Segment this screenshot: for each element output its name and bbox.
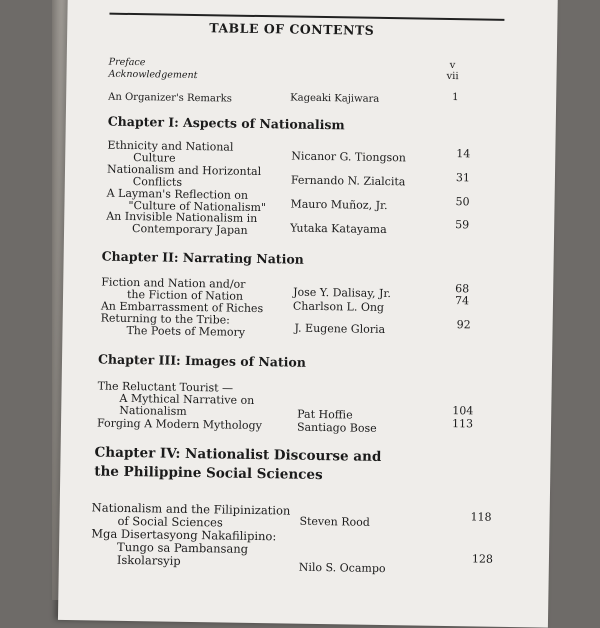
toc-entry-author: Mauro Muñoz, Jr. <box>290 197 388 213</box>
toc-entry-title: Mga Disertasyong Nakafilipino: <box>91 526 277 544</box>
toc-entry-title: The Poets of Memory <box>126 323 246 339</box>
toc-entry-title: Nationalism and Horizontal <box>106 162 262 179</box>
chapter-heading: Chapter IV: Nationalist Discourse and <box>94 444 382 465</box>
book-page <box>58 0 558 628</box>
toc-entry-title: An Embarrassment of Riches <box>100 299 264 316</box>
toc-entry-title: Tungo sa Pambansang <box>116 539 249 556</box>
toc-entry-page: 113 <box>451 417 474 431</box>
toc-organizer-page: 1 <box>452 92 459 104</box>
toc-entry-title: Contemporary Japan <box>132 222 248 237</box>
toc-entry-author: Nilo S. Ocampo <box>298 560 386 576</box>
toc-entry-title: Conflicts <box>132 175 183 189</box>
toc-entry-page: 128 <box>471 552 494 566</box>
toc-preface: Preface <box>108 56 146 69</box>
toc-entry-title: The Reluctant Tourist — <box>97 379 234 395</box>
toc-entry-title: Iskolarsyip <box>116 552 181 568</box>
toc-entry-title: A Mythical Narrative on <box>119 391 255 407</box>
toc-organizer-remarks: An Organizer's Remarks <box>108 91 232 105</box>
top-rule <box>109 13 504 21</box>
toc-entry-title: Returning to the Tribe: <box>100 311 230 327</box>
toc-organizer-author: Kageaki Kajiwara <box>290 92 380 105</box>
toc-entry-title: of Social Sciences <box>117 513 223 530</box>
page-title: TABLE OF CONTENTS <box>209 20 375 38</box>
toc-entry-page: 74 <box>454 294 470 308</box>
chapter-heading: Chapter II: Narrating Nation <box>101 248 304 267</box>
toc-preface-page: v <box>449 60 456 72</box>
toc-entry-author: Charlson L. Ong <box>292 299 385 315</box>
toc-acknowledgement-page: vii <box>446 70 459 83</box>
toc-entry-title: Forging A Modern Mythology <box>96 416 262 433</box>
toc-entry-title: Culture <box>133 151 176 165</box>
toc-acknowledgement: Acknowledgement <box>108 68 198 82</box>
toc-entry-author: Pat Hoffie <box>297 407 353 422</box>
toc-entry-title: Nationalism and the Filipinization <box>91 500 291 518</box>
toc-entry-author: Steven Rood <box>299 514 370 529</box>
toc-entry-page: 31 <box>455 171 471 185</box>
toc-entry-page: 59 <box>455 218 470 232</box>
toc-entry-author: Nicanor G. Tiongson <box>291 149 407 165</box>
toc-entry-title: Nationalism <box>119 403 187 418</box>
toc-entry-author: Jose Y. Dalisay, Jr. <box>293 285 392 301</box>
toc-entry-author: J. Eugene Gloria <box>294 321 386 337</box>
toc-entry-title: "Culture of Nationalism" <box>128 198 267 215</box>
toc-entry-page: 50 <box>455 195 470 209</box>
toc-entry-page: 118 <box>470 510 492 524</box>
chapter-heading: the Philippine Social Sciences <box>94 463 323 484</box>
toc-entry-title: Ethnicity and National <box>107 138 234 154</box>
chapter-heading: Chapter III: Images of Nation <box>97 351 306 370</box>
toc-entry-author: Santiago Bose <box>296 420 377 435</box>
chapter-heading: Chapter I: Aspects of Nationalism <box>107 113 345 133</box>
toc-entry-page: 68 <box>455 282 470 296</box>
toc-entry-title: An Invisible Nationalism in <box>106 209 258 226</box>
toc-entry-page: 92 <box>456 318 471 332</box>
toc-entry-title: A Layman's Reflection on <box>106 186 249 202</box>
toc-entry-page: 104 <box>452 404 474 418</box>
toc-entry-author: Fernando N. Zialcita <box>290 173 406 189</box>
toc-entry-title: the Fiction of Nation <box>126 287 244 303</box>
toc-entry-page: 14 <box>456 147 471 161</box>
toc-entry-title: Fiction and Nation and/or <box>101 275 246 291</box>
toc-entry-author: Yutaka Katayama <box>290 221 387 237</box>
